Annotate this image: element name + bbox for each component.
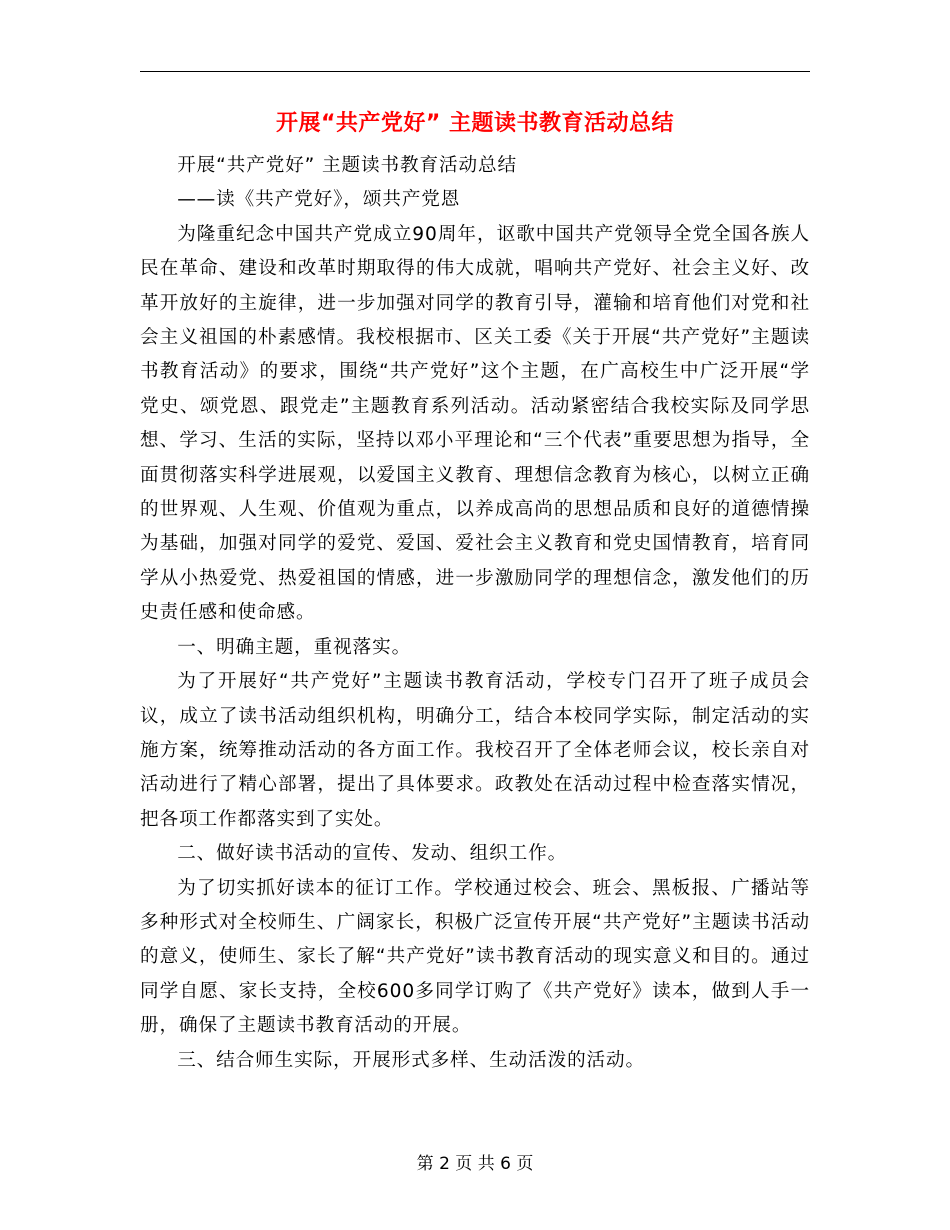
header-rule: [140, 71, 810, 72]
body-tagline: ——读《共产党好》，颂共产党恩: [177, 189, 461, 211]
body-paragraph-2: 为了切实抓好读本的征订工作。学校通过校会、班会、黑板报、广播站等多种形式对全校师生、广阔家长，积极广泛宣传开展“共产党好”主题读书活动的意义，使师生、家长了解“共产党好”读书教育活动的现实意义和目的。通过同学自愿、家长支持，全校600多同学订购了《共产党好》读本，做到人手一册，确保了主题读书教育活动的开展。: [140, 877, 810, 1037]
document-body: [140, 149, 810, 1078]
page-number-footer: 第 2 页 共 6 页: [416, 1154, 534, 1174]
document-title: 开展“共产党好” 主题读书教育活动总结: [275, 111, 675, 136]
section-heading-3: 三、结合师生实际，开展形式多样、生动活泼的活动。: [177, 1049, 646, 1071]
section-heading-2: 二、做好读书活动的宣传、发动、组织工作。: [177, 843, 568, 865]
section-heading-1: 一、明确主题，重视落实。: [177, 636, 412, 658]
body-paragraph-1: 为了开展好“共产党好”主题读书教育活动，学校专门召开了班子成员会议，成立了读书活动组织机构，明确分工，结合本校同学实际，制定活动的实施方案，统筹推动活动的各方面工作。我校召开了全体老师会议，校长亲自对活动进行了精心部署，提出了具体要求。政教处在活动过程中检查落实情况，把各项工作都落实到了实处。: [140, 671, 810, 830]
body-subtitle: 开展“共产党好” 主题读书教育活动总结: [177, 155, 517, 176]
body-paragraph-intro: 为隆重纪念中国共产党成立90周年，讴歌中国共产党领导全党全国各族人民在革命、建设和改革时期取得的伟大成就，唱响共产党好、社会主义好、改革开放好的主旋律，进一步加强对同学的教育引导，灌输和培育他们对党和社会主义祖国的朴素感情。我校根据市、区关工委《关于开展“共产党好”主题读书教育活动》的要求，围绕“共产党好”这个主题，在广高校生中广泛开展“学党史、颂党恩、跟党走”主题教育系列活动。活动紧密结合我校实际及同学思想、学习、生活的实际，坚持以邓小平理论和“三个代表”重要思想为指导，全面贯彻落实科学进展观，以爱国主义教育、理想信念教育为核心，以树立正确的世界观、人生观、价值观为重点，以养成高尚的思想品质和良好的道德情操为基础，加强对同学的爱党、爱国、爱社会主义教育和党史国情教育，培育同学从小热爱党、热爱祖国的情感，进一步激励同学的理想信念，激发他们的历史责任感和使命感。: [140, 223, 810, 624]
